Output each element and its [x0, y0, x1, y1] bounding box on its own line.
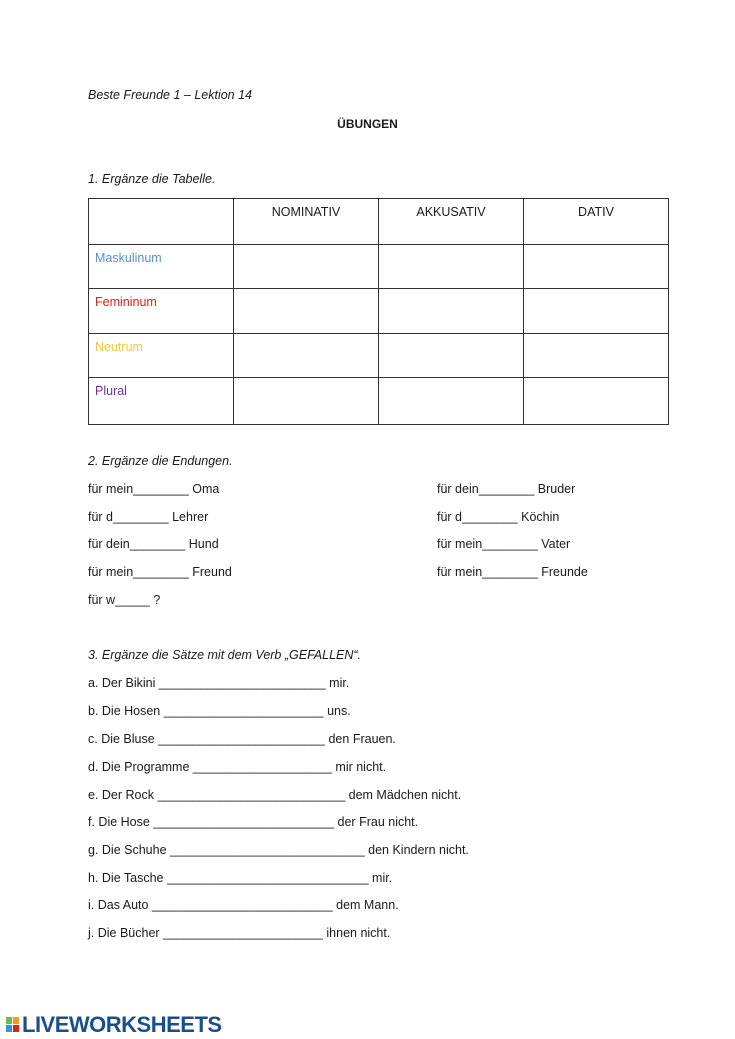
table-cell[interactable] [379, 378, 524, 425]
row-label-plural: Plural [89, 378, 234, 425]
exercise2-left-item[interactable]: für mein________ Freund [88, 565, 232, 579]
row-label-femininum: Femininum [89, 289, 234, 334]
exercise2-right-item[interactable]: für d________ Köchin [437, 510, 560, 524]
table-cell[interactable] [234, 334, 379, 378]
table-cell[interactable] [524, 245, 669, 289]
exercise3-item[interactable]: g. Die Schuhe ____________________________ den Kindern nicht. [88, 843, 469, 857]
worksheet-subtitle: Beste Freunde 1 – Lektion 14 [88, 88, 253, 102]
exercise2-left-item[interactable]: für dein________ Hund [88, 537, 219, 551]
exercise1-heading: 1. Ergänze die Tabelle. [88, 172, 216, 186]
exercise2-left-item[interactable]: für d________ Lehrer [88, 510, 209, 524]
exercise2-right-item[interactable]: für mein________ Vater [437, 537, 571, 551]
worksheet-title: ÜBUNGEN [337, 117, 398, 131]
table-cell[interactable] [234, 245, 379, 289]
exercise2-left-item[interactable]: für w_____ ? [88, 593, 161, 607]
table-header-empty [89, 199, 234, 245]
exercise3-item[interactable]: d. Die Programme ____________________ mir nicht. [88, 760, 387, 774]
liveworksheets-logo-icon [6, 1015, 20, 1035]
exercise2-right-item[interactable]: für dein________ Bruder [437, 482, 576, 496]
table-cell[interactable] [524, 334, 669, 378]
exercise2-right-item[interactable]: für mein________ Freunde [437, 565, 588, 579]
exercise3-item[interactable]: a. Der Bikini ________________________ mir. [88, 676, 350, 690]
exercise3-item[interactable]: j. Die Bücher _______________________ ihnen nicht. [88, 926, 391, 940]
table-header-dativ: DATIV [524, 199, 669, 245]
declension-table [88, 198, 669, 425]
exercise3-heading: 3. Ergänze die Sätze mit dem Verb „GEFALLEN“. [88, 648, 362, 662]
row-label-neutrum: Neutrum [89, 334, 234, 378]
exercise3-item[interactable]: c. Die Bluse ________________________ den Frauen. [88, 732, 396, 746]
exercise3-item[interactable]: h. Die Tasche _____________________________ mir. [88, 871, 393, 885]
table-header-nominativ: NOMINATIV [234, 199, 379, 245]
exercise3-item[interactable]: i. Das Auto __________________________ dem Mann. [88, 898, 399, 912]
liveworksheets-logo [6, 1012, 222, 1038]
table-cell[interactable] [524, 289, 669, 334]
table-cell[interactable] [234, 289, 379, 334]
exercise3-item[interactable]: e. Der Rock ___________________________ dem Mädchen nicht. [88, 788, 462, 802]
exercise2-left-item[interactable]: für mein________ Oma [88, 482, 220, 496]
table-header-akkusativ: AKKUSATIV [379, 199, 524, 245]
exercise3-item[interactable]: f. Die Hose __________________________ der Frau nicht. [88, 815, 419, 829]
table-cell[interactable] [379, 245, 524, 289]
table-cell[interactable] [234, 378, 379, 425]
exercise2-heading: 2. Ergänze die Endungen. [88, 454, 233, 468]
row-label-maskulinum: Maskulinum [89, 245, 234, 289]
table-cell[interactable] [379, 289, 524, 334]
table-cell[interactable] [379, 334, 524, 378]
logo-text: LIVEWORKSHEETS [22, 1012, 222, 1037]
exercise3-item[interactable]: b. Die Hosen _______________________ uns. [88, 704, 351, 718]
table-cell[interactable] [524, 378, 669, 425]
